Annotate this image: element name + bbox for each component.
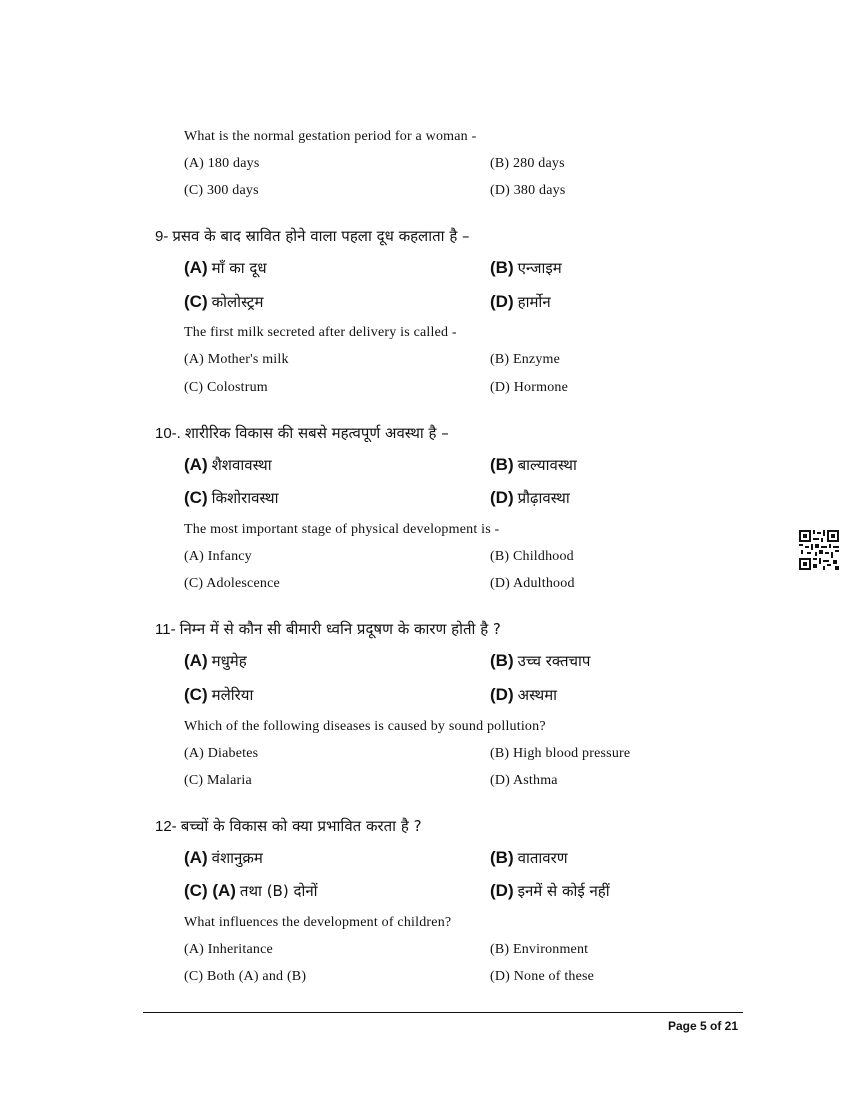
question-11-option-c-hi [184,685,253,705]
question-8-option-b-en: (B) 280 days [490,156,565,171]
option-label: (B) [490,848,514,867]
question-9-hindi [155,226,470,246]
page-number-label: Page 5 of 21 [668,1019,739,1033]
option-label: (C) (A) [184,881,236,900]
question-number: 9- [155,228,169,245]
question-12-option-d-en: (D) None of these [490,969,595,984]
question-10-option-b-en: (B) Childhood [490,549,574,564]
option-label: (A) [184,258,208,277]
option-label: (D) [490,292,514,311]
question-number: 10-. [155,425,181,442]
option-label: (D) [490,685,514,704]
option-text: कोलोस्ट्रम [211,293,264,311]
question-8-option-d-en: (D) 380 days [490,183,566,198]
question-12-option-b-en: (B) Environment [490,942,589,957]
option-text: वंशानुक्रम [211,849,263,867]
question-11-option-b-hi [490,651,590,671]
option-label: (D) [490,881,514,900]
footer-divider [143,1012,743,1013]
option-text: अस्थमा [517,686,558,704]
option-text: माँ का दूध [211,259,267,277]
option-text: मलेरिया [211,686,254,704]
question-12-option-c-hi [184,881,318,901]
option-text: इनमें से कोई नहीं [517,882,610,900]
question-number: 11- [155,621,176,638]
question-11-hindi [155,619,501,639]
question-10-option-a-en: (A) Infancy [184,549,252,564]
question-9-option-d-hi [490,292,551,312]
question-10-option-d-en: (D) Adulthood [490,576,575,591]
question-9-option-b-en: (B) Enzyme [490,352,561,367]
question-text-hi: शारीरिक विकास की सबसे महत्वपूर्ण अवस्था है – [184,424,449,442]
question-10-option-c-en: (C) Adolescence [184,576,280,591]
question-9-option-c-hi [184,292,263,312]
question-11-option-d-en: (D) Asthma [490,773,558,788]
question-8-english: What is the normal gestation period for a woman - [184,129,477,144]
question-11-english: Which of the following diseases is caused by sound pollution? [184,719,546,734]
option-text: प्रौढ़ावस्था [517,489,570,507]
question-10-option-b-hi [490,455,577,475]
question-12-option-a-en: (A) Inheritance [184,942,273,957]
question-11-option-a-en: (A) Diabetes [184,746,259,761]
question-10-option-d-hi [490,488,570,508]
question-12-option-a-hi [184,848,263,868]
option-label: (C) [184,488,208,507]
question-9-option-a-en: (A) Mother's milk [184,352,289,367]
option-text: शैशवावस्था [211,456,272,474]
question-9-option-b-hi [490,258,562,278]
option-text: उच्च रक्तचाप [517,652,591,670]
question-12-hindi [155,816,422,836]
option-label: (C) [184,685,208,704]
option-label: (A) [184,848,208,867]
option-label: (D) [490,488,514,507]
option-text: एन्जाइम [517,259,562,277]
option-label: (B) [490,651,514,670]
option-label: (B) [490,258,514,277]
question-9-option-d-en: (D) Hormone [490,380,569,395]
option-text: वातावरण [517,849,568,867]
question-9-english: The first milk secreted after delivery is called - [184,325,457,340]
question-8-option-a-en: (A) 180 days [184,156,260,171]
question-12-option-d-hi [490,881,610,901]
question-text-hi: प्रसव के बाद स्रावित होने वाला पहला दूध कहलाता है – [172,227,470,245]
question-11-option-a-hi [184,651,247,671]
question-10-option-a-hi [184,455,272,475]
question-number: 12- [155,818,177,835]
question-10-hindi [155,423,449,443]
option-text: बाल्यावस्था [517,456,577,474]
question-12-english: What influences the development of children? [184,915,452,930]
question-9-option-a-hi [184,258,267,278]
question-text-hi: निम्न में से कौन सी बीमारी ध्वनि प्रदूषण के कारण होती है ? [179,620,501,638]
question-12-option-c-en: (C) Both (A) and (B) [184,969,307,984]
option-label: (B) [490,455,514,474]
option-text: किशोरावस्था [211,489,279,507]
question-10-english: The most important stage of physical development is - [184,522,500,537]
question-12-option-b-hi [490,848,568,868]
qr-code-icon [799,530,839,570]
question-11-option-b-en: (B) High blood pressure [490,746,631,761]
question-text-hi: बच्चों के विकास को क्या प्रभावित करता है ? [180,817,422,835]
option-text: मधुमेह [211,652,247,670]
question-9-option-c-en: (C) Colostrum [184,380,268,395]
question-8-option-c-en: (C) 300 days [184,183,259,198]
option-label: (A) [184,651,208,670]
question-10-option-c-hi [184,488,278,508]
question-11-option-d-hi [490,685,557,705]
option-label: (C) [184,292,208,311]
question-11-option-c-en: (C) Malaria [184,773,252,788]
option-text: हार्मोन [517,293,551,311]
option-text: तथा (B) दोनों [239,882,318,900]
option-label: (A) [184,455,208,474]
